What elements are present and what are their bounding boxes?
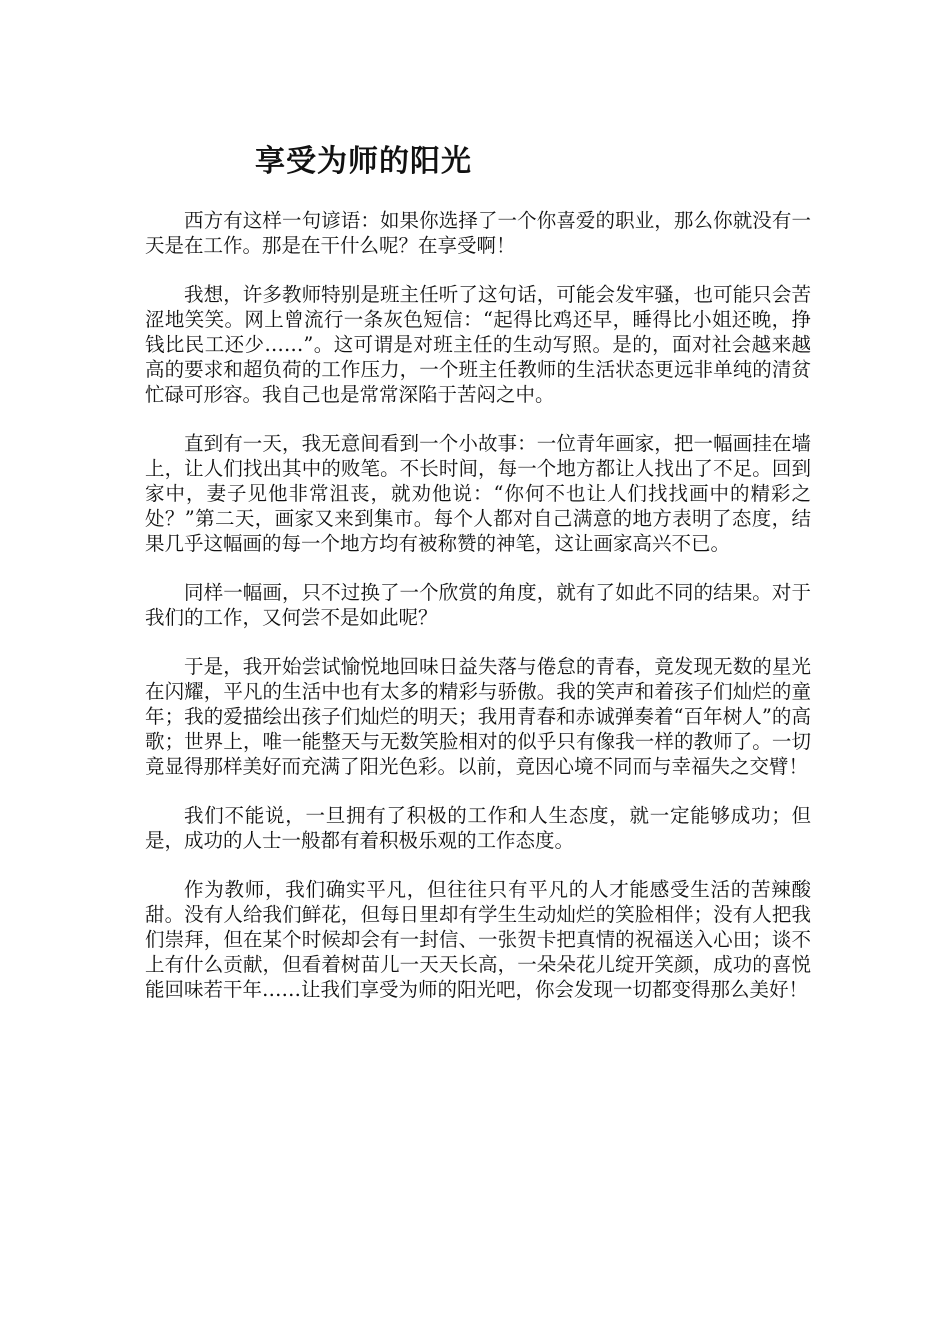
paragraph-1: 西方有这样一句谚语：如果你选择了一个你喜爱的职业，那么你就没有一天是在工作。那是在干什么呢？在享受啊！ [145,209,811,257]
paragraph-3: 直到有一天，我无意间看到一个小故事：一位青年画家，把一幅画挂在墙上，让人们找出其中的败笔。不长时间，每一个地方都让人找出了不足。回到家中，妻子见他非常沮丧，就劝他说：“你何不也让人们找找画中的精彩之处？”第二天，画家又来到集市。每个人都对自己满意的地方表明了态度，结果几乎这幅画的每一个地方均有被称赞的神笔，这让画家高兴不已。 [145,432,811,555]
paragraph-7: 作为教师，我们确实平凡，但往往只有平凡的人才能感受生活的苦辣酸甜。没有人给我们鲜花，但每日里却有学生生动灿烂的笑脸相伴；没有人把我们崇拜，但在某个时候却会有一封信、一张贺卡把真情的祝福送入心田；谈不上有什么贡献，但看着树苗儿一天天长高，一朵朵花儿绽开笑颜，成功的喜悦能回味若干年……让我们享受为师的阳光吧，你会发现一切都变得那么美好！ [145,878,811,1001]
document-body [145,208,811,1026]
paragraph-2: 我想，许多教师特别是班主任听了这句话，可能会发牢骚，也可能只会苦涩地笑笑。网上曾流行一条灰色短信：“起得比鸡还早，睡得比小姐还晚，挣钱比民工还少……”。这可谓是对班主任的生动写照。是的，面对社会越来越高的要求和超负荷的工作压力，一个班主任教师的生活状态更远非单纯的清贫忙碌可形容。我自己也是常常深陷于苦闷之中。 [145,283,811,406]
document-title: 享受为师的阳光 [255,144,472,179]
paragraph-5: 于是，我开始尝试愉悦地回味日益失落与倦怠的青春，竟发现无数的星光在闪耀，平凡的生活中也有太多的精彩与骄傲。我的笑声和着孩子们灿烂的童年；我的爱描绘出孩子们灿烂的明天；我用青春和赤诚弹奏着“百年树人”的高歌；世界上，唯一能整天与无数笑脸相对的似乎只有像我一样的教师了。一切竟显得那样美好而充满了阳光色彩。以前，竟因心境不同而与幸福失之交臂！ [145,655,811,778]
paragraph-6: 我们不能说，一旦拥有了积极的工作和人生态度，就一定能够成功；但是，成功的人士一般都有着积极乐观的工作态度。 [145,804,811,852]
paragraph-4: 同样一幅画，只不过换了一个欣赏的角度，就有了如此不同的结果。对于我们的工作，又何尝不是如此呢？ [145,581,811,629]
